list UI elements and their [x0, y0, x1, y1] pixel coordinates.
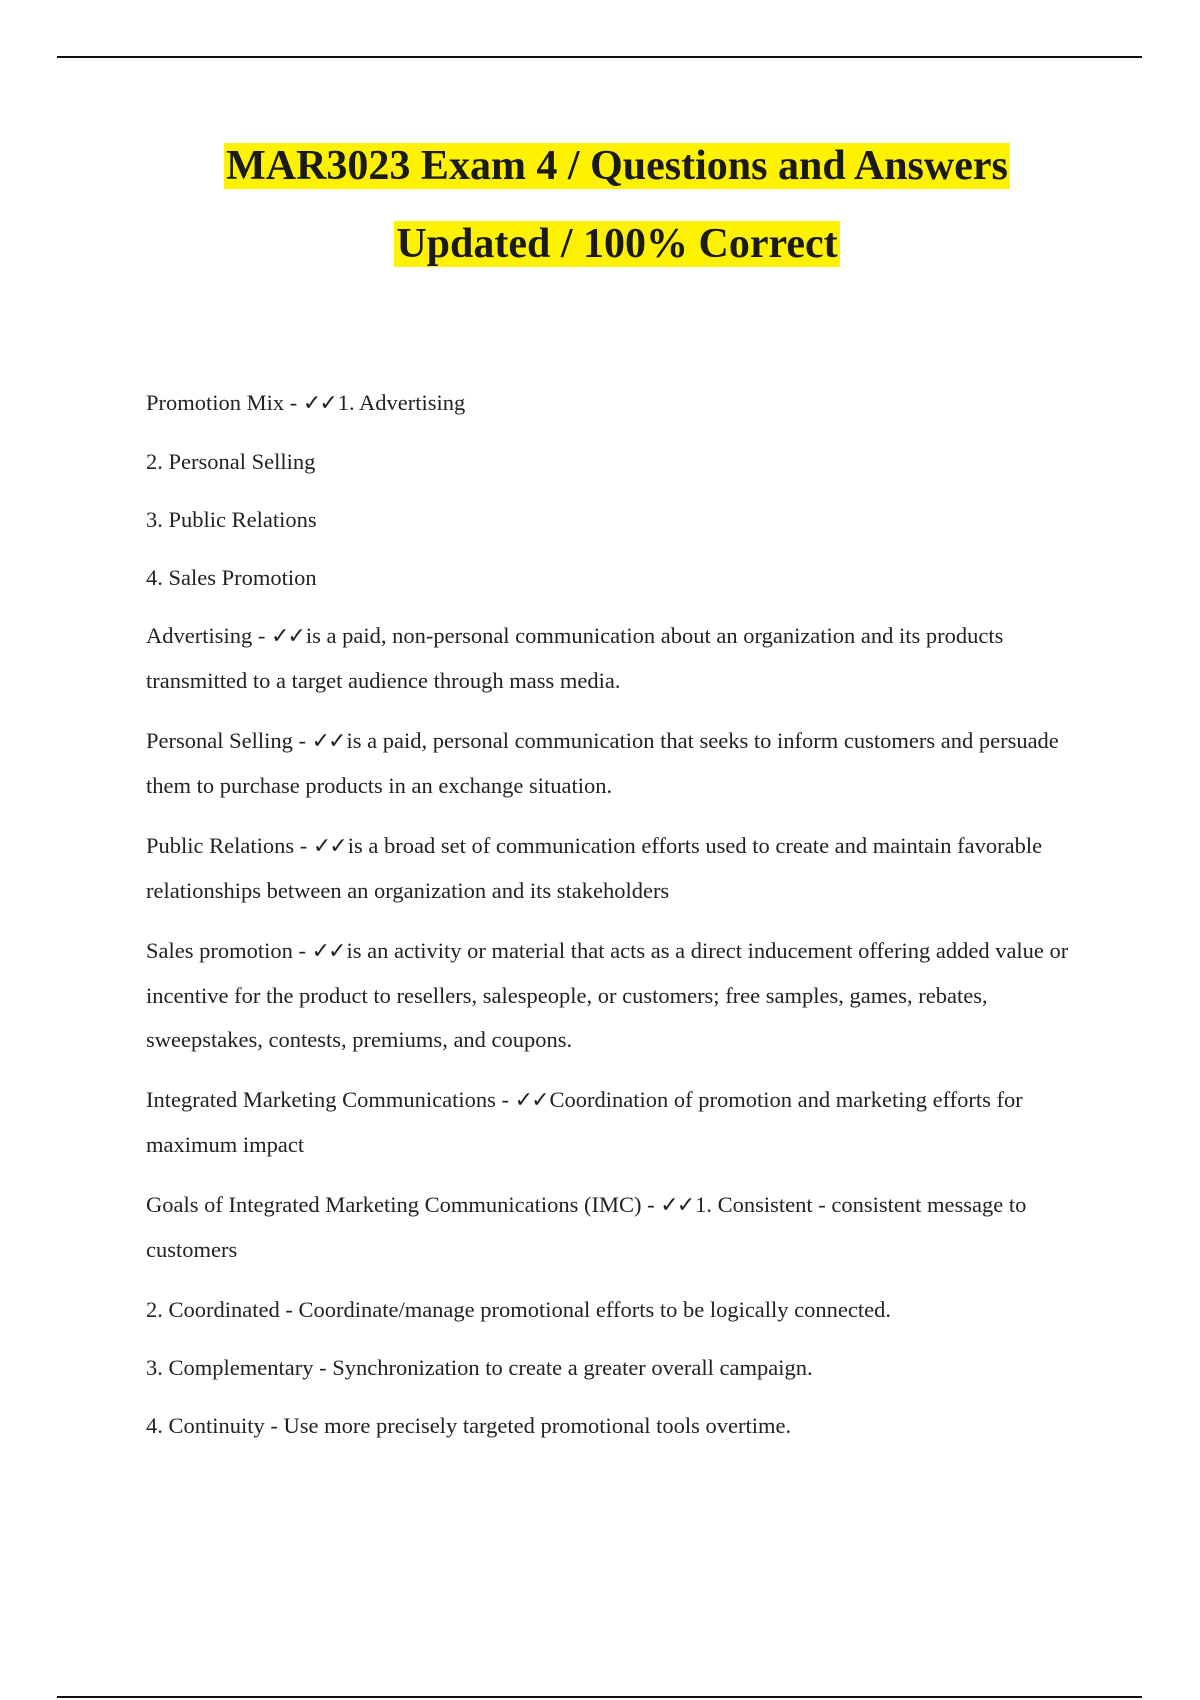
qa-answer: is an activity or material that acts as a direct inducement offering added value or incentive for the product to resellers, salespeople, or customers; free samples, games, rebates, sweepstakes, contests, premiums, and coupons.: [146, 938, 1069, 1052]
qa-term: Public Relations -: [146, 833, 313, 858]
qa-term: Sales promotion -: [146, 938, 312, 963]
qa-term: Promotion Mix -: [146, 390, 303, 415]
qa-entry: [146, 719, 1076, 808]
list-item: 4. Continuity - Use more precisely targeted promotional tools overtime.: [146, 1413, 792, 1438]
double-check-icon: ✓✓: [270, 624, 304, 649]
list-item: 2. Personal Selling: [146, 449, 316, 474]
double-check-icon: ✓✓: [660, 1193, 694, 1218]
qa-entry: [146, 381, 1076, 426]
list-item: 3. Public Relations: [146, 507, 317, 532]
double-check-icon: ✓✓: [514, 1088, 548, 1113]
document-title: [0, 140, 1200, 270]
bottom-rule: [57, 1696, 1142, 1698]
qa-answer: is a paid, personal communication that seeks to inform customers and persuade them to purchase products in an exchange situation.: [146, 728, 1059, 798]
qa-term: Goals of Integrated Marketing Communications (IMC) -: [146, 1192, 661, 1217]
top-rule: [57, 56, 1142, 58]
qa-answer: is a broad set of communication efforts used to create and maintain favorable relationships between an organization and its stakeholders: [146, 833, 1043, 903]
qa-entry: [146, 1078, 1076, 1167]
title-line-2: Updated / 100% Correct: [396, 221, 838, 267]
double-check-icon: ✓✓: [312, 834, 346, 859]
double-check-icon: ✓✓: [311, 729, 345, 754]
list-item: 2. Coordinated - Coordinate/manage promotional efforts to be logically connected.: [146, 1297, 891, 1322]
list-item: 4. Sales Promotion: [146, 565, 317, 590]
qa-entry: [146, 929, 1076, 1062]
qa-term: Personal Selling -: [146, 728, 312, 753]
qa-content: [146, 381, 1076, 1462]
double-check-icon: ✓✓: [302, 391, 336, 416]
qa-entry: [146, 1183, 1076, 1272]
qa-answer: 1. Consistent - consistent message to customers: [146, 1192, 1027, 1262]
qa-entry: [146, 824, 1076, 913]
qa-answer: 1. Advertising: [337, 390, 466, 415]
qa-term: Integrated Marketing Communications -: [146, 1087, 515, 1112]
list-item: 3. Complementary - Synchronization to create a greater overall campaign.: [146, 1355, 813, 1380]
double-check-icon: ✓✓: [311, 939, 345, 964]
qa-answer: is a paid, non-personal communication about an organization and its products transmitted to a target audience through mass media.: [146, 623, 1004, 693]
qa-answer: Coordination of promotion and marketing efforts for maximum impact: [146, 1087, 1023, 1157]
qa-entry: [146, 614, 1076, 703]
title-line-1: MAR3023 Exam 4 / Questions and Answers: [226, 143, 1008, 189]
qa-term: Advertising -: [146, 623, 271, 648]
